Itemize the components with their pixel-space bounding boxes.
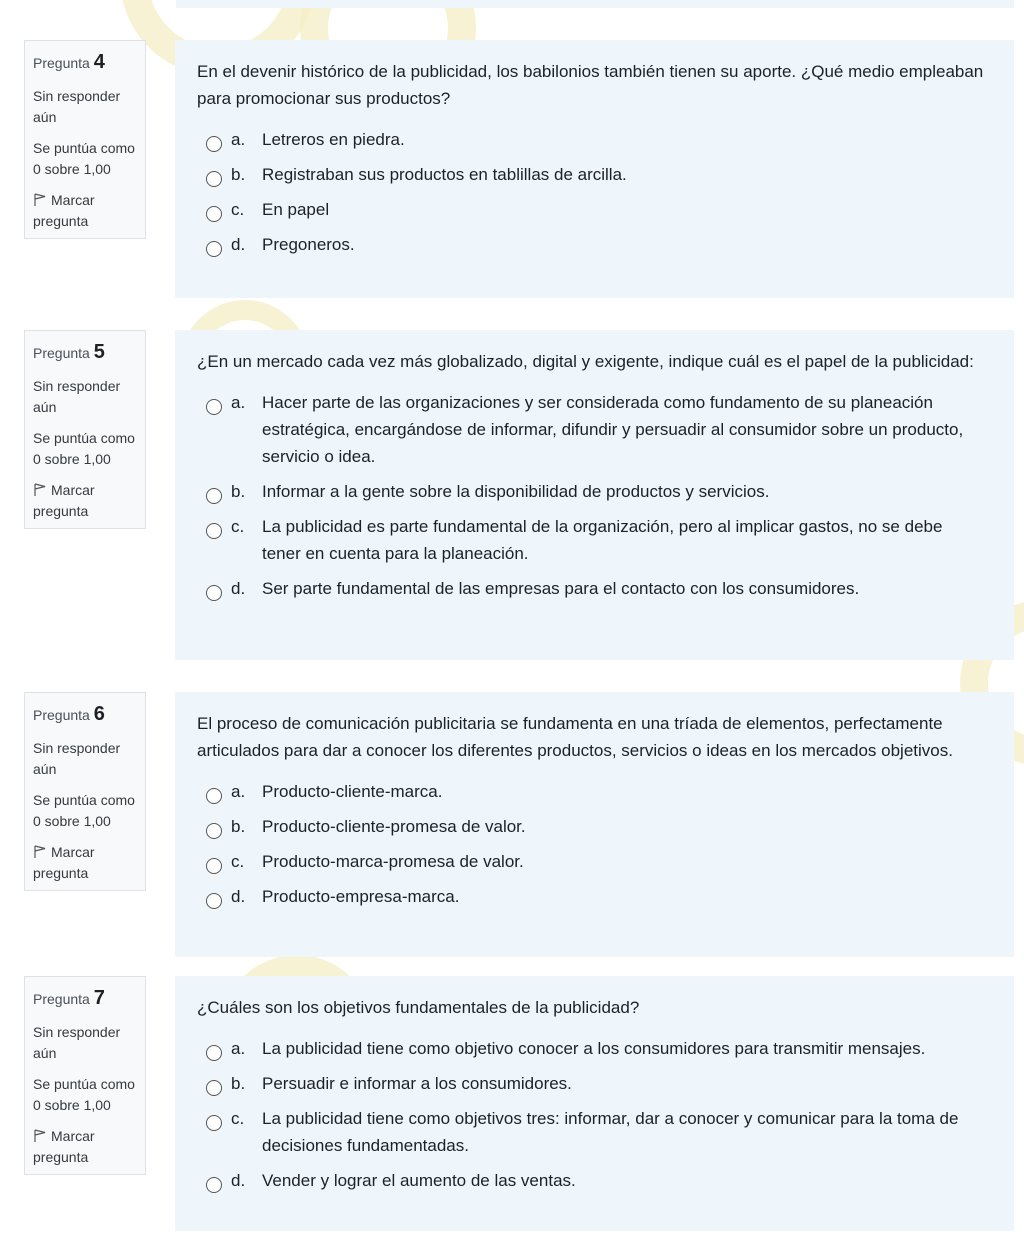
question-grade: Se puntúa como 0 sobre 1,00 bbox=[33, 430, 135, 467]
answer-options bbox=[197, 126, 992, 258]
answer-option[interactable]: c. Producto-marca-promesa de valor. bbox=[197, 848, 992, 875]
question-number: Pregunta 5 bbox=[33, 341, 105, 363]
radio-button[interactable] bbox=[206, 1080, 222, 1096]
question-info bbox=[24, 40, 146, 239]
radio-button[interactable] bbox=[206, 858, 222, 874]
question-5 bbox=[0, 330, 1024, 660]
question-grade: Se puntúa como 0 sobre 1,00 bbox=[33, 792, 135, 829]
radio-button[interactable] bbox=[206, 171, 222, 187]
radio-button[interactable] bbox=[206, 1177, 222, 1193]
question-content bbox=[175, 976, 1014, 1231]
radio-button[interactable] bbox=[206, 241, 222, 257]
flag-question-link[interactable]: Marcar pregunta bbox=[33, 844, 95, 881]
question-number: Pregunta 7 bbox=[33, 987, 105, 1009]
radio-button[interactable] bbox=[206, 136, 222, 152]
flag-icon bbox=[33, 482, 47, 496]
question-4 bbox=[0, 40, 1024, 298]
question-info bbox=[24, 976, 146, 1175]
answer-options bbox=[197, 1035, 992, 1194]
radio-button[interactable] bbox=[206, 823, 222, 839]
flag-icon bbox=[33, 844, 47, 858]
answer-option[interactable]: a. Producto-cliente-marca. bbox=[197, 778, 992, 805]
answer-option[interactable]: d. Ser parte fundamental de las empresas para el contacto con los consumidores. bbox=[197, 575, 992, 602]
radio-button[interactable] bbox=[206, 523, 222, 539]
answer-option[interactable]: c. En papel bbox=[197, 196, 992, 223]
previous-question-bottom bbox=[176, 0, 1014, 8]
flag-icon bbox=[33, 192, 47, 206]
answer-option[interactable]: c. La publicidad tiene como objetivos tres: informar, dar a conocer y comunicar para la toma de decisiones fundamentadas. bbox=[197, 1105, 992, 1159]
answer-option[interactable]: a. La publicidad tiene como objetivo conocer a los consumidores para transmitir mensajes. bbox=[197, 1035, 992, 1062]
answer-option[interactable]: a. Hacer parte de las organizaciones y ser considerada como fundamento de su planeación estratégica, encargándose de informar, difundir y persuadir al consumidor sobre un producto, servicio o idea. bbox=[197, 389, 992, 470]
answer-option[interactable]: d. Producto-empresa-marca. bbox=[197, 883, 992, 910]
answer-option[interactable]: b. Registraban sus productos en tablillas de arcilla. bbox=[197, 161, 992, 188]
question-text: ¿Cuáles son los objetivos fundamentales de la publicidad? bbox=[197, 998, 640, 1017]
question-state: Sin responder aún bbox=[33, 740, 121, 777]
answer-option[interactable]: b. Informar a la gente sobre la disponibilidad de productos y servicios. bbox=[197, 478, 992, 505]
question-content bbox=[175, 40, 1014, 298]
question-info bbox=[24, 330, 146, 529]
question-info bbox=[24, 692, 146, 891]
question-content bbox=[175, 330, 1014, 660]
radio-button[interactable] bbox=[206, 399, 222, 415]
question-content bbox=[175, 692, 1014, 957]
answer-option[interactable]: b. Persuadir e informar a los consumidores. bbox=[197, 1070, 992, 1097]
question-grade: Se puntúa como 0 sobre 1,00 bbox=[33, 1076, 135, 1113]
flag-icon bbox=[33, 1128, 47, 1142]
question-text: ¿En un mercado cada vez más globalizado, digital y exigente, indique cuál es el papel de la publicidad: bbox=[197, 352, 974, 371]
question-grade: Se puntúa como 0 sobre 1,00 bbox=[33, 140, 135, 177]
radio-button[interactable] bbox=[206, 788, 222, 804]
flag-question-link[interactable]: Marcar pregunta bbox=[33, 482, 95, 519]
radio-button[interactable] bbox=[206, 1115, 222, 1131]
question-7 bbox=[0, 976, 1024, 1231]
radio-button[interactable] bbox=[206, 585, 222, 601]
question-text: El proceso de comunicación publicitaria se fundamenta en una tríada de elementos, perfectamente articulados para dar a conocer los diferentes productos, servicios o ideas en los mercados objetivos. bbox=[197, 714, 953, 760]
answer-option[interactable]: a. Letreros en piedra. bbox=[197, 126, 992, 153]
radio-button[interactable] bbox=[206, 206, 222, 222]
answer-options bbox=[197, 778, 992, 910]
radio-button[interactable] bbox=[206, 488, 222, 504]
flag-question-link[interactable]: Marcar pregunta bbox=[33, 192, 95, 229]
answer-option[interactable]: c. La publicidad es parte fundamental de la organización, pero al implicar gastos, no se debe tener en cuenta para la planeación. bbox=[197, 513, 992, 567]
question-text: En el devenir histórico de la publicidad, los babilonios también tienen su aporte. ¿Qué medio empleaban para promocionar sus productos? bbox=[197, 62, 984, 108]
flag-question-link[interactable]: Marcar pregunta bbox=[33, 1128, 95, 1165]
answer-option[interactable]: d. Vender y lograr el aumento de las ventas. bbox=[197, 1167, 992, 1194]
radio-button[interactable] bbox=[206, 1045, 222, 1061]
answer-options bbox=[197, 389, 992, 602]
question-number: Pregunta 6 bbox=[33, 703, 105, 725]
question-number: Pregunta 4 bbox=[33, 51, 105, 73]
question-state: Sin responder aún bbox=[33, 88, 121, 125]
question-6 bbox=[0, 692, 1024, 957]
question-state: Sin responder aún bbox=[33, 378, 121, 415]
answer-option[interactable]: d. Pregoneros. bbox=[197, 231, 992, 258]
answer-option[interactable]: b. Producto-cliente-promesa de valor. bbox=[197, 813, 992, 840]
question-state: Sin responder aún bbox=[33, 1024, 121, 1061]
radio-button[interactable] bbox=[206, 893, 222, 909]
